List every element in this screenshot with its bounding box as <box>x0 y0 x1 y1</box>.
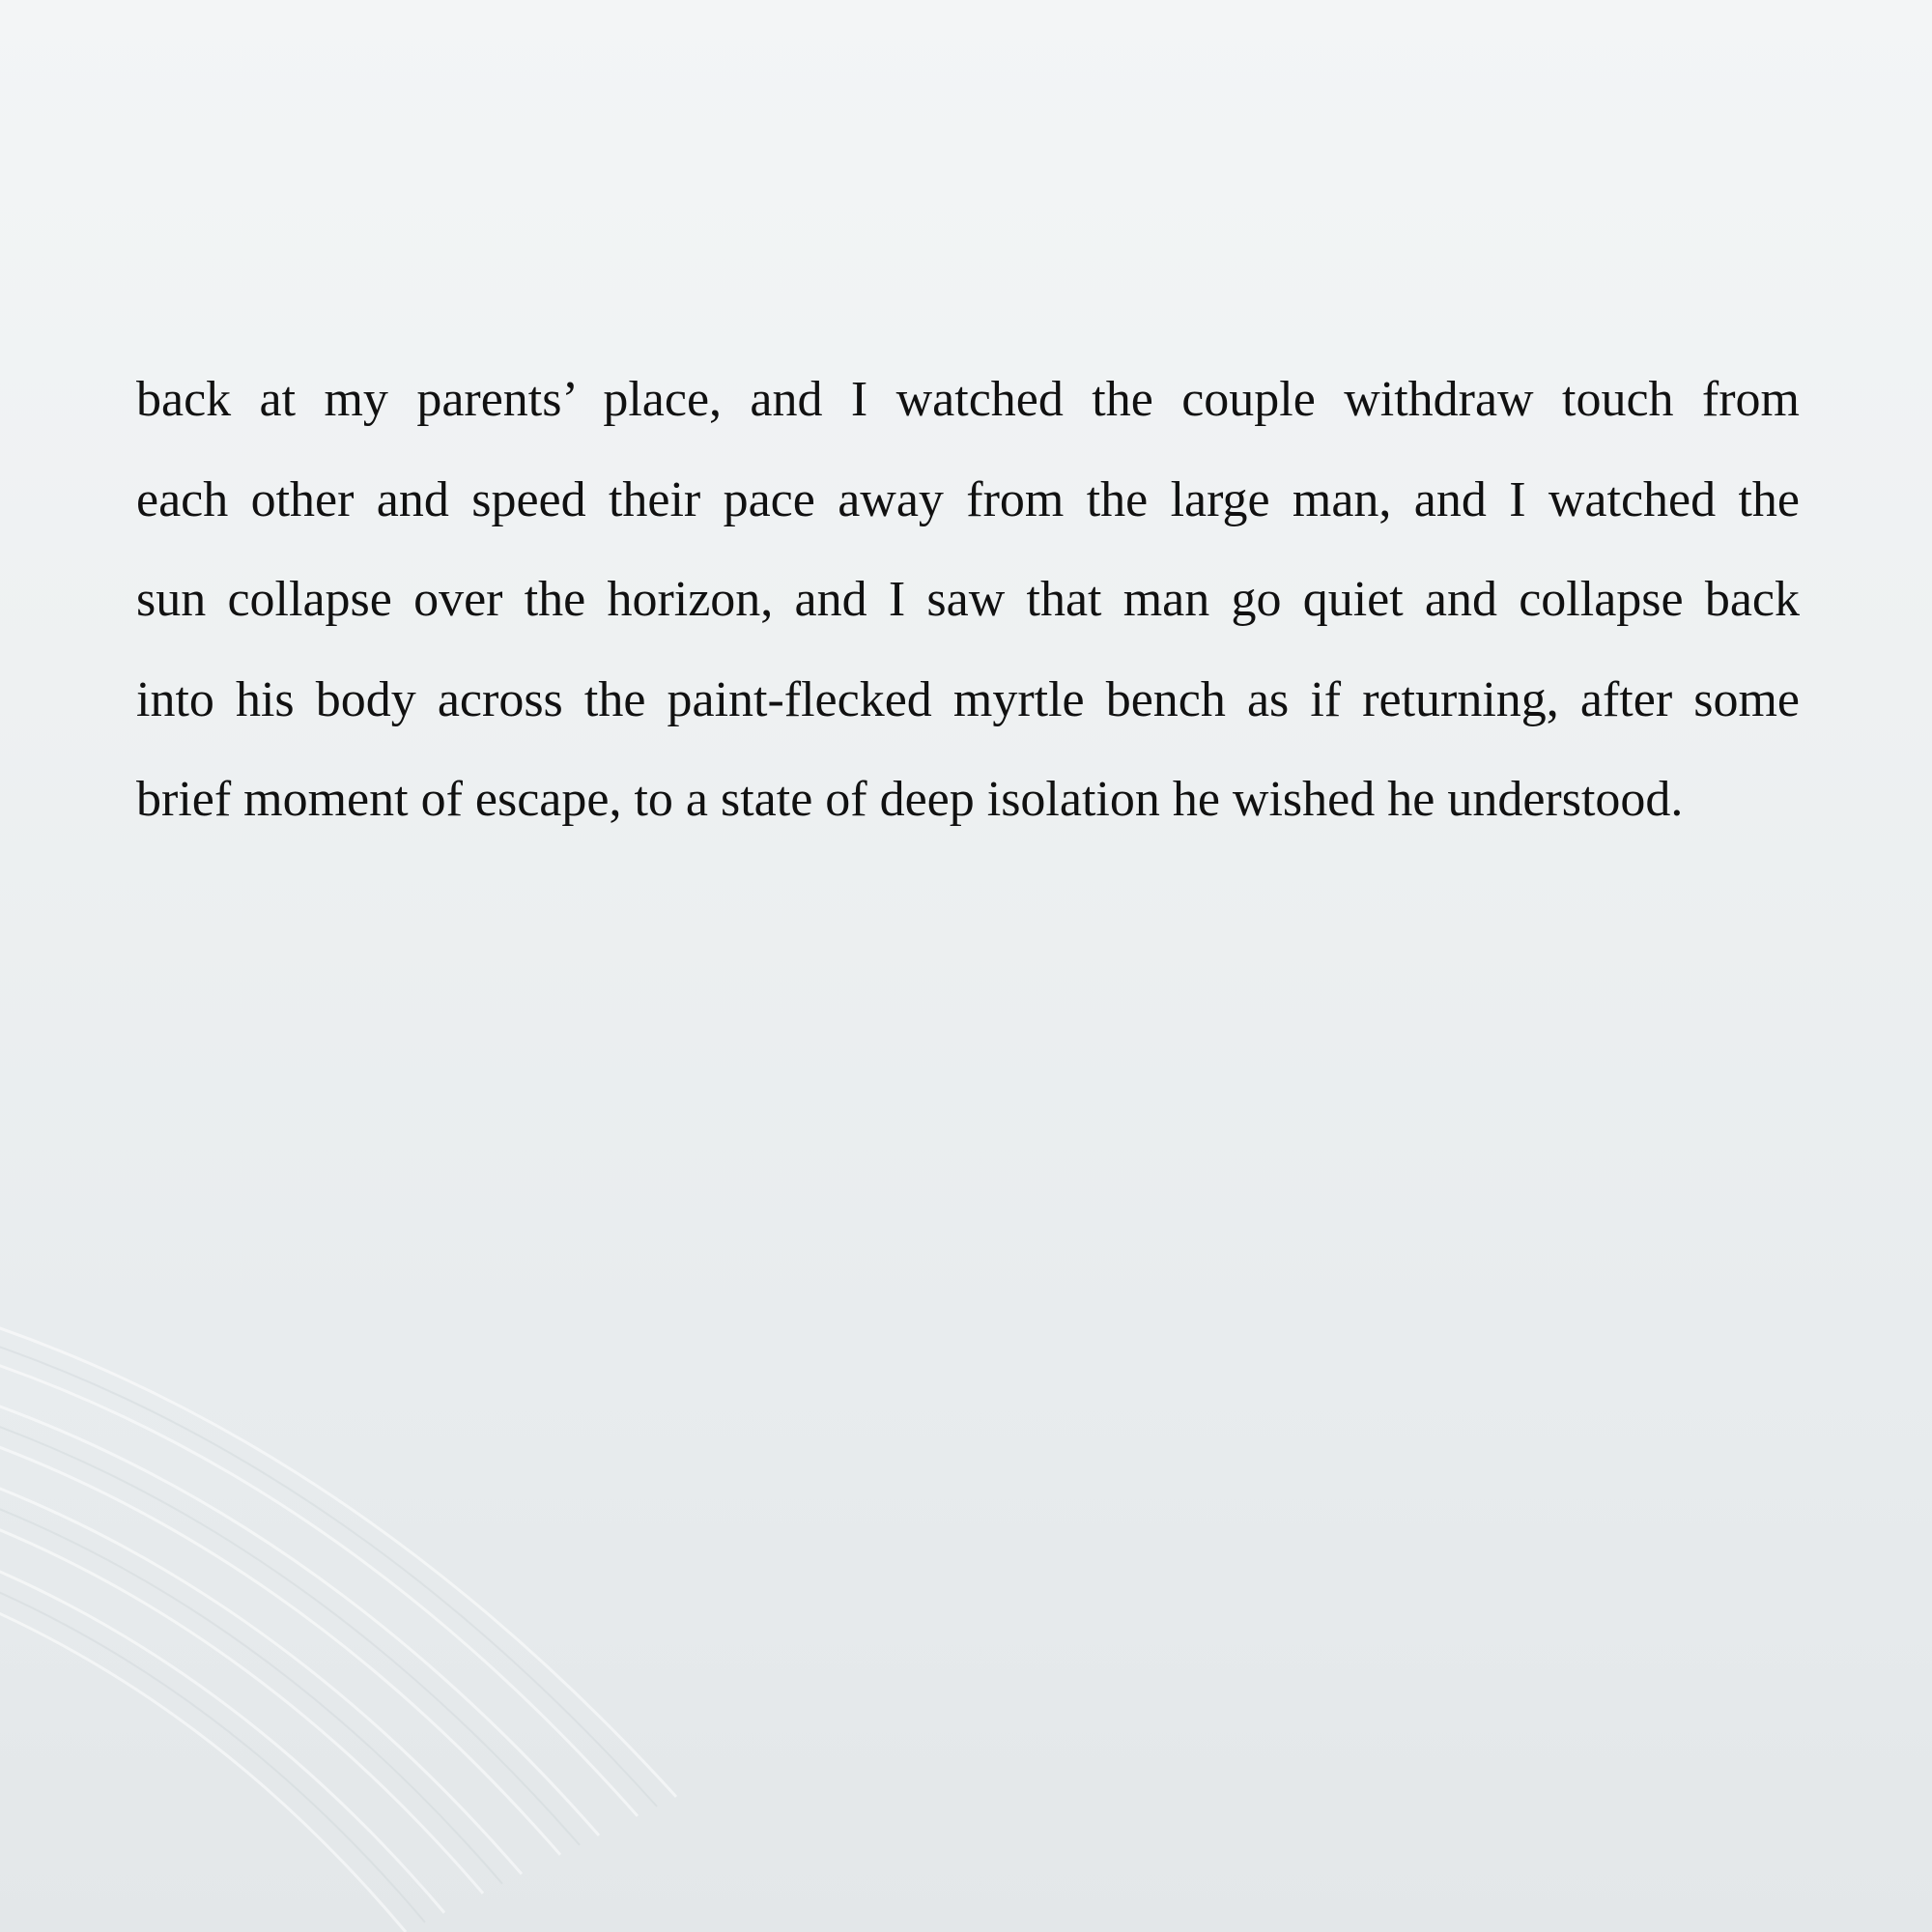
passage-line: brief moment of escape, to a state of deep isolation he wished he understood. <box>136 772 1684 827</box>
passage-line: back at my parents’ place, and I watched the couple withdraw touch from <box>136 372 1800 427</box>
passage-line: into his body across the paint-flecked myrtle bench as if returning, after some <box>136 671 1800 727</box>
passage-line: sun collapse over the horizon, and I saw that man go quiet and collapse back <box>136 572 1800 627</box>
passage-line: each other and speed their pace away from the large man, and I watched the <box>136 471 1800 527</box>
passage-text <box>136 350 1800 850</box>
